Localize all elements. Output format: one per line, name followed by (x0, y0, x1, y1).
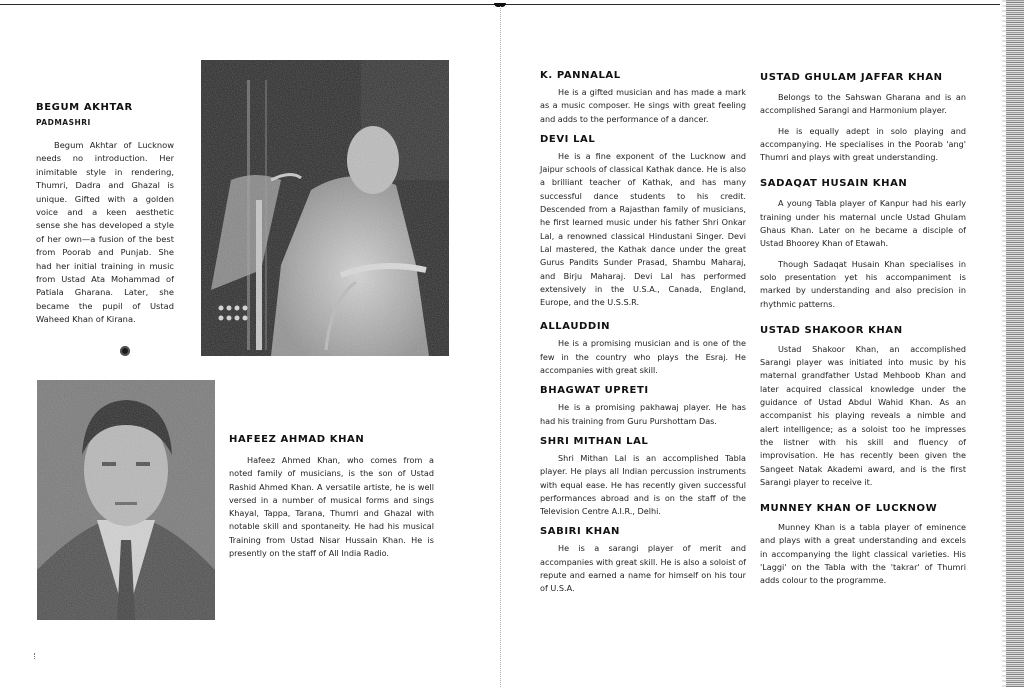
artist-entry-ustad-ghulam-jaffar-khan (760, 72, 966, 164)
artist-bio: Hafeez Ahmed Khan, who comes from a noted family of musicians, is the son of Ustad Rashid Ahmed Khan. A versatile artiste, he is well versed in a number of musical forms and sings Khayal, Tappa, Tarana, Thumri and Ghazal with notable skill and spontaneity. He had his musical Training from Ustad Nisar Hussain Khan. He is presently on the staff of All India Radio. (229, 455, 434, 559)
artist-entry-devi-lal (540, 134, 746, 310)
artist-name: BEGUM AKHTAR (36, 102, 133, 113)
begum-akhtar-section (36, 102, 174, 334)
artist-bio: Ustad Shakoor Khan, an accomplished Sarangi player was initiated into music by his maternal grandfather Ustad Mehboob Khan and later acquired classical knowledge under the guidance of Ustad Abdul Wahid Khan. As an accompanist his playing reveals a nimble and alert intelligence; as a soloist too he impresses the listner with his skill and fluency of improvisation. He has recently been given the Sangeet Natak Akademi award, and is the first Sarangi player to receive it. (760, 343, 966, 487)
artist-bio: Shri Mithan Lal is an accomplished Tabla player. He plays all Indian percussion instruments with equal ease. He has recently given successful performances abroad and is on the staff of the Television Centre A.I.R., Delhi. (540, 452, 746, 517)
artist-name: SADAQAT HUSAIN KHAN (760, 178, 908, 190)
artist-name: DEVI LAL (540, 133, 596, 145)
artist-bio: He is a promising musician and is one of the few in the country who plays the Esraj. He accompanies with great skill. (540, 338, 746, 376)
artist-entry-sabiri-khan (540, 526, 746, 595)
artist-name: BHAGWAT UPRETI (540, 385, 649, 397)
artist-title: PADMASHRI (36, 118, 91, 127)
artist-name: ALLAUDDIN (540, 321, 611, 333)
artist-bio: He is a fine exponent of the Lucknow and Jaipur schools of classical Kathak dance. He is also a brilliant teacher of Kathak, and has many successful dance students to his credit. Descended from a Rajasthan family of musicians, he first learned music under his father Shri Onkar Lal, a renowned classical Hindustani Singer. Devi Lal mastered, the Kathak dance under the great Gurus Pandits Sunder Prasad, Shambu Maharaj, and Birju Maharaj. Devi Lal has performed extensively in the U.S.A., Canada, England, Europe, and the U.S.S.R. (540, 150, 746, 308)
artist-bio: Munney Khan is a tabla player of eminence and plays with a great understanding and excels in accompanying the light classical varieties. His 'Laggi' on the Tabla with the 'takrar' of Thumri adds colour to the programme. (760, 522, 966, 586)
artist-name: MUNNEY KHAN OF LUCKNOW (760, 503, 938, 515)
artist-entry-sadaqat-husain-khan (760, 178, 966, 310)
hafeez-ahmad-khan-section (229, 434, 434, 567)
artist-entry-bhagwat-upreti (540, 385, 746, 428)
artist-bio: He is a gifted musician and has made a mark as a music composer. He sings with great feeling and adds to the performance of a dancer. (540, 87, 746, 124)
artist-name: SABIRI KHAN (540, 526, 621, 538)
artist-entry-allauddin (540, 321, 746, 377)
page-spine-divider (500, 6, 501, 687)
artist-bio: He is equally adept in solo playing and accompanying. He specialises in the Poorab 'ang' Thumri and plays with great understanding. (760, 125, 966, 163)
book-binding-edge (1006, 0, 1024, 687)
artist-name: HAFEEZ AHMAD KHAN (229, 434, 365, 445)
right-column-1 (540, 70, 746, 603)
artist-bio: He is a sarangi player of merit and accompanies with great skill. He is also a soloist of repute and earned a name for himself on his tour of U.S.A. (540, 543, 746, 594)
artist-bio: Belongs to the Sahswan Gharana and is an accomplished Sarangi and Harmonium player. (760, 92, 966, 116)
artist-entry-ustad-shakoor-khan (760, 325, 966, 489)
artist-bio: Begum Akhtar of Lucknow needs no introduction. Her inimitable style in rendering, Thumri, Dadra and Ghazal is unique. Gifted with a golden voice and a keen aesthetic sense she has developed a style of her own—a fusion of the best from Poorab and Punjab. She had her initial training in music from Ustad Ata Mohammad of Patiala Gharana. Later, she became the pupil of Ustad Waheed Khan of Kirana. (36, 140, 174, 325)
ornament-icon (120, 346, 130, 356)
artist-name: SHRI MITHAN LAL (540, 435, 649, 447)
artist-bio: A young Tabla player of Kanpur had his early training under his maternal uncle Ustad Ghulam Ghaus Khan. Later on he became a disciple of Ustad Bhoorey Khan of Etawah. (760, 198, 966, 249)
begum-akhtar-photo (201, 60, 449, 356)
artist-bio: Though Sadaqat Husain Khan specialises in solo presentation yet his accompaniment is marked by understanding and also precision in rhythmic patterns. (760, 258, 966, 309)
artist-entry-munney-khan (760, 503, 966, 587)
artist-name: USTAD GHULAM JAFFAR KHAN (760, 72, 943, 83)
right-column-2 (760, 72, 966, 595)
artist-entry-shri-mithan-lal (540, 436, 746, 518)
artist-name: K. PANNALAL (540, 70, 621, 81)
artist-bio: He is a promising pakhawaj player. He has had his training from Guru Purshottam Das. (540, 402, 746, 426)
artist-name: USTAD SHAKOOR KHAN (760, 324, 903, 336)
hafeez-ahmad-khan-photo (37, 380, 215, 620)
page-mark (34, 653, 37, 659)
artist-entry-k-pannalal (540, 70, 746, 126)
